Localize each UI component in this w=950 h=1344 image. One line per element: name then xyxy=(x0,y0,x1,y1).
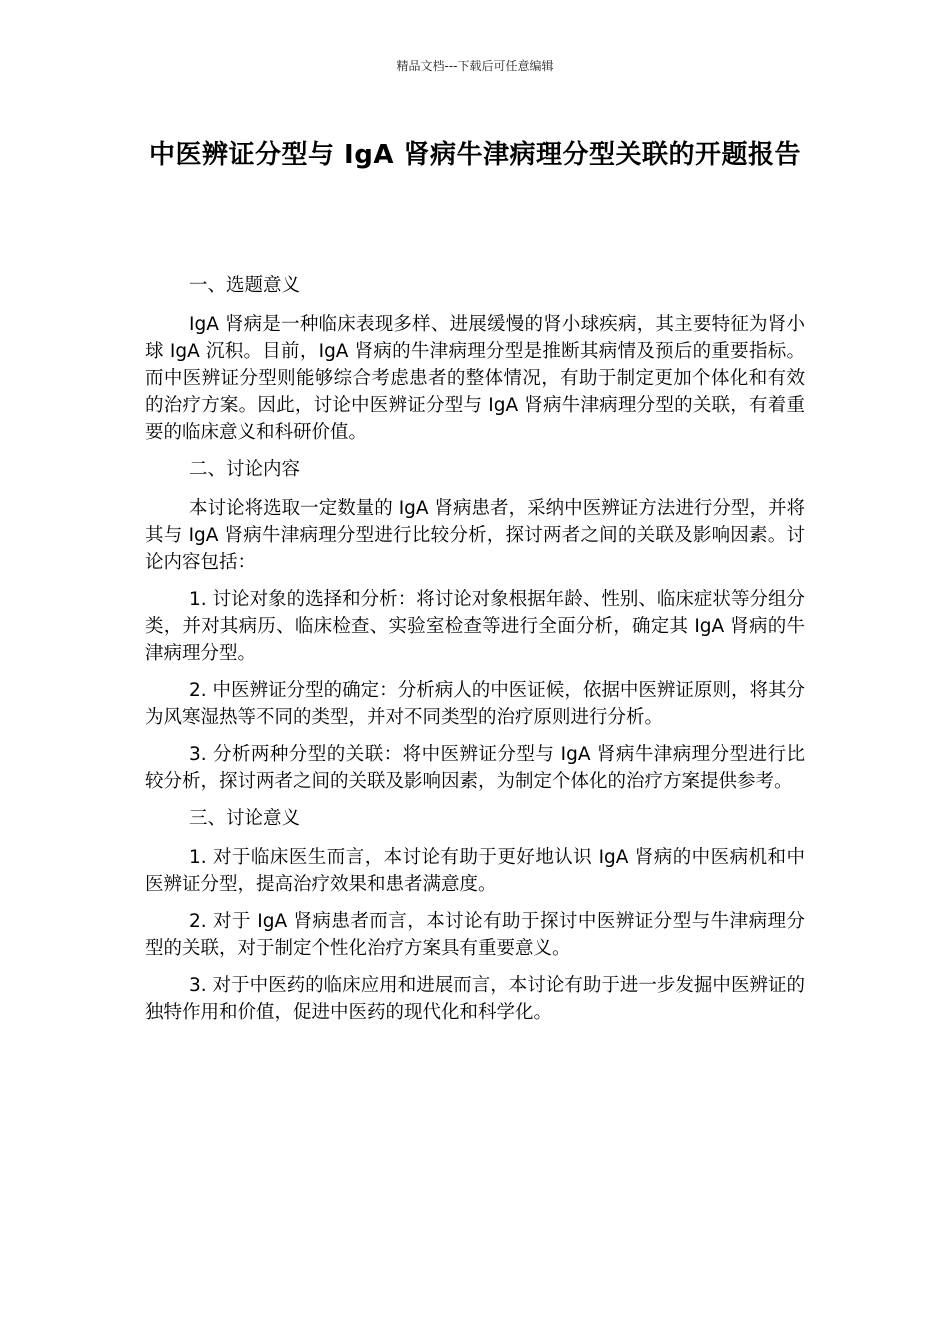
section-heading-3: 三、讨论意义 xyxy=(189,808,301,829)
section-heading-2: 二、讨论内容 xyxy=(189,459,301,480)
section-2-paragraph-1: 本讨论将选取一定数量的 IgA 肾病患者，采纳中医辨证方法进行分型，并将其与 IgA 肾病牛津病理分型进行比较分析，探讨两者之间的关联及影响因素。讨论内容包括： xyxy=(145,498,805,573)
section-2-item-1: 1. 讨论对象的选择和分析：将讨论对象根据年龄、性别、临床症状等分组分类，并对其病历、临床检查、实验室检查等进行全面分析，确定其 IgA 肾病的牛津病理分型。 xyxy=(145,589,805,664)
document-body xyxy=(145,272,805,1036)
section-heading-1: 一、选题意义 xyxy=(189,275,301,296)
document-title: 中医辨证分型与 IgA 肾病牛津病理分型关联的开题报告 xyxy=(148,140,801,170)
section-1-paragraph-1: IgA 肾病是一种临床表现多样、进展缓慢的肾小球疾病，其主要特征为肾小球 IgA 沉积。目前，IgA 肾病的牛津病理分型是推断其病情及预后的重要指标。而中医辨证分型则能够综合考虑患者的整体情况，有助于制定更加个体化和有效的治疗方案。因此，讨论中医辨证分型与 IgA 肾病牛津病理分型的关联，有着重要的临床意义和科研价值。 xyxy=(145,314,805,443)
section-2-item-3: 3. 分析两种分型的关联：将中医辨证分型与 IgA 肾病牛津病理分型进行比较分析，探讨两者之间的关联及影响因素，为制定个体化的治疗方案提供参考。 xyxy=(145,744,805,792)
header-note: 精品文档---下载后可任意编辑 xyxy=(396,59,554,73)
section-3-item-1: 1. 对于临床医生而言，本讨论有助于更好地认识 IgA 肾病的中医病机和中医辨证分型，提高治疗效果和患者满意度。 xyxy=(145,847,805,895)
section-2-item-2: 2. 中医辨证分型的确定：分析病人的中医证候，依据中医辨证原则，将其分为风寒湿热等不同的类型，并对不同类型的治疗原则进行分析。 xyxy=(145,680,805,728)
section-3-item-2: 2. 对于 IgA 肾病患者而言，本讨论有助于探讨中医辨证分型与牛津病理分型的关联，对于制定个性化治疗方案具有重要意义。 xyxy=(145,911,805,959)
section-3-item-3: 3. 对于中医药的临床应用和进展而言，本讨论有助于进一步发掘中医辨证的独特作用和价值，促进中医药的现代化和科学化。 xyxy=(145,975,805,1023)
